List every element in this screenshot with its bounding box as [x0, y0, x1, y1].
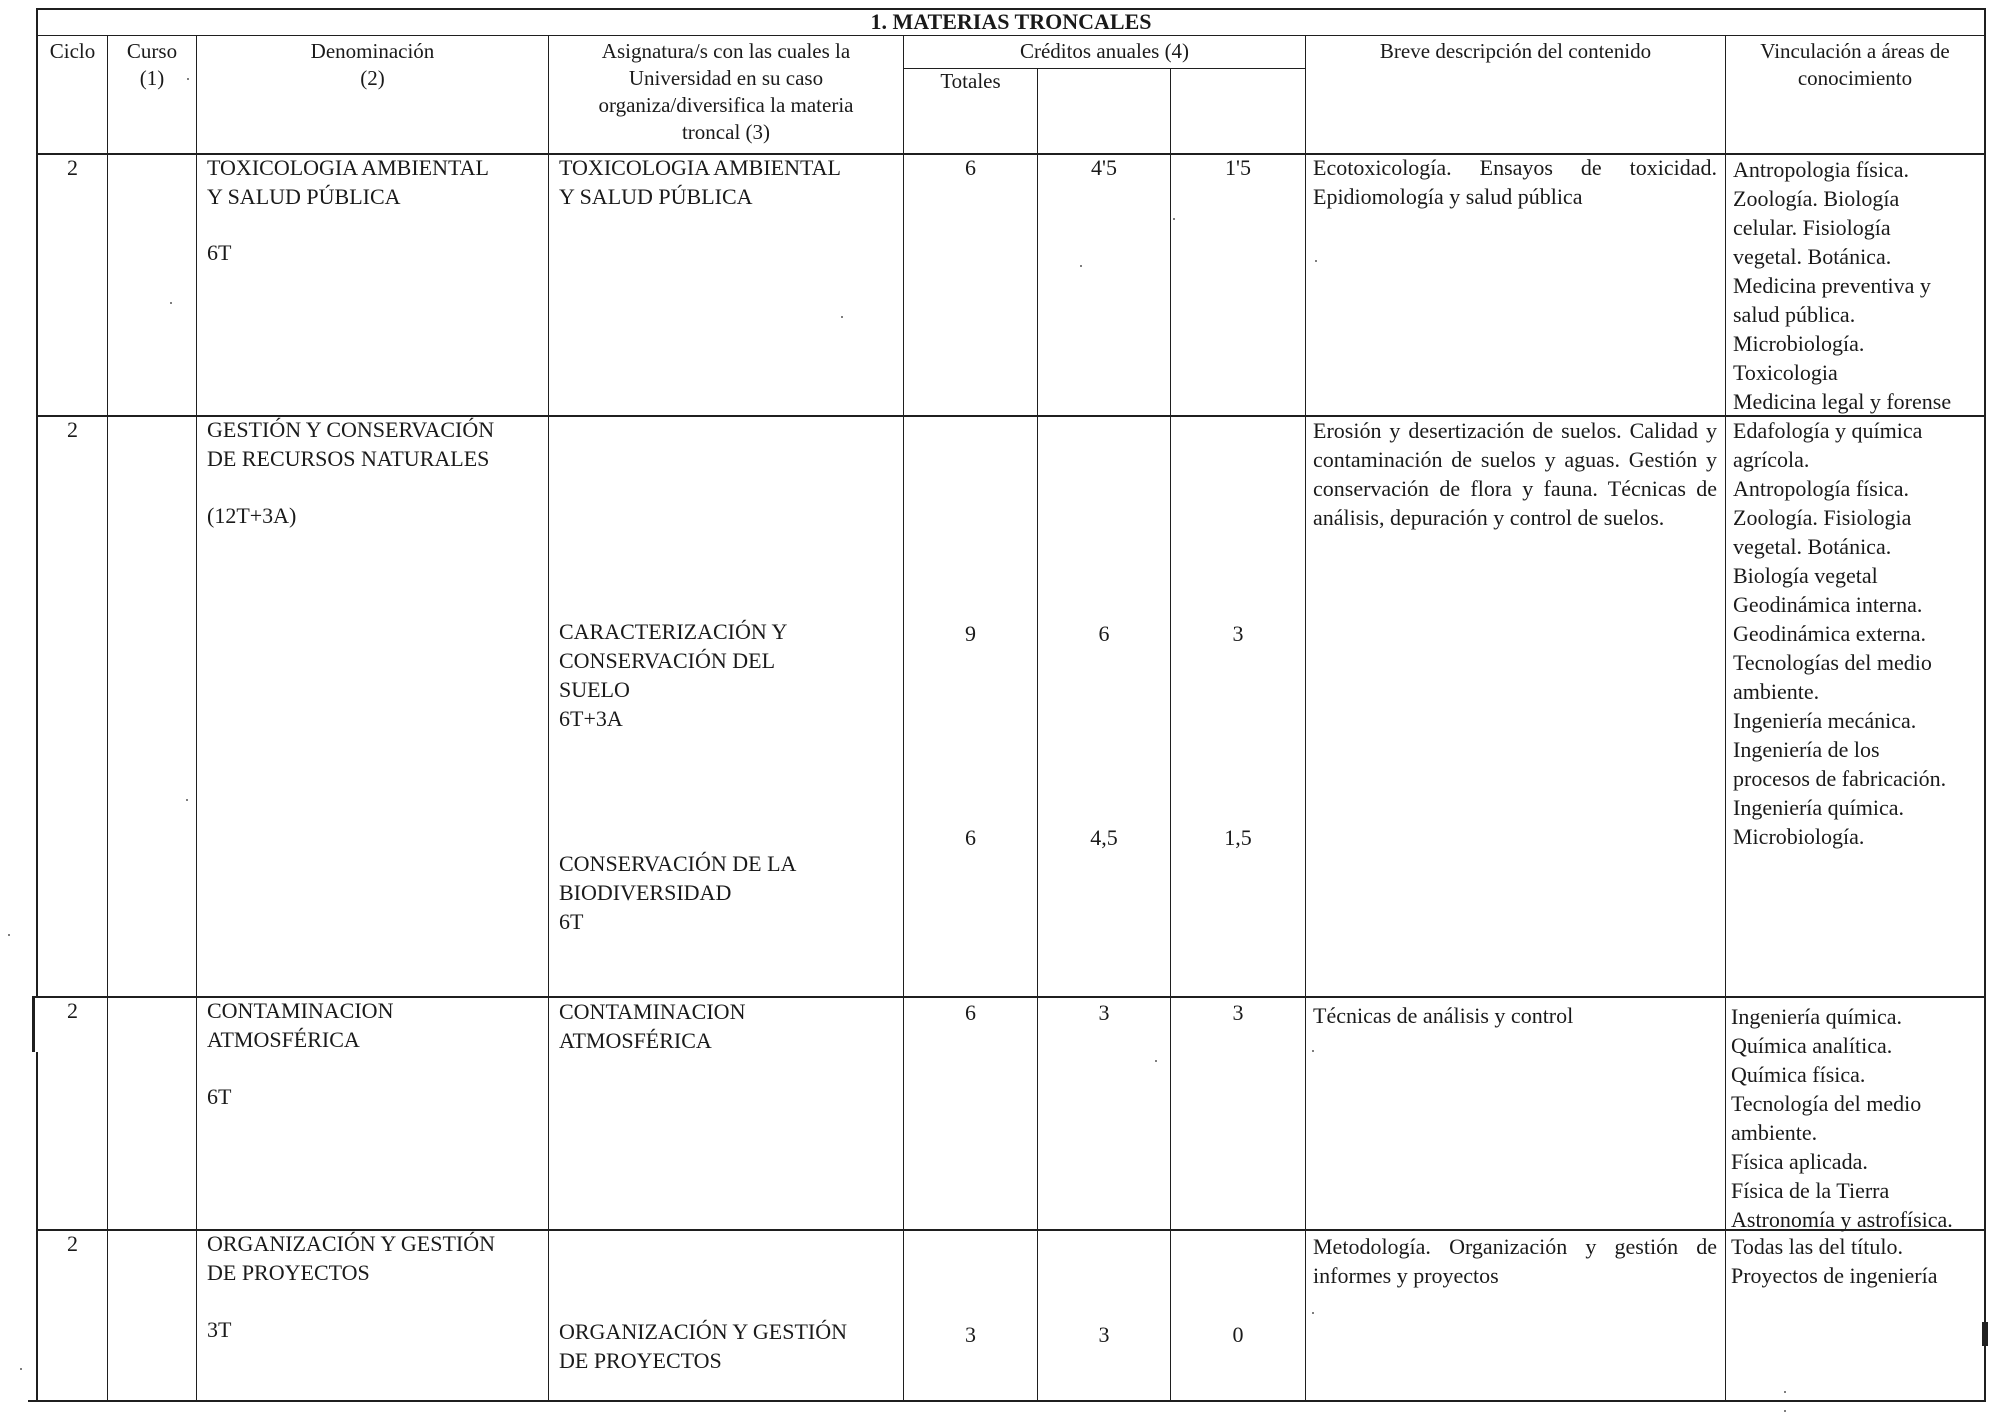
denominacion-line: DE PROYECTOS	[207, 1260, 370, 1285]
row-denominacion-code: 3T	[207, 1317, 232, 1342]
asignatura-line: Y SALUD PÚBLICA	[559, 184, 753, 209]
header-vinculacion-line: Vinculación a áreas de	[1760, 39, 1950, 63]
table-title: 1. MATERIAS TRONCALES	[870, 9, 1152, 34]
area-item: Ingeniería química.	[1731, 1004, 1903, 1029]
area-item: Ingeniería mecánica.	[1733, 708, 1917, 733]
area-item: celular. Fisiología	[1733, 215, 1891, 240]
asignatura-line: CONSERVACIÓN DE LA	[559, 851, 797, 876]
header-vinculacion-line: conocimiento	[1797, 66, 1913, 90]
row-creditos-3: 3	[1232, 621, 1244, 646]
header-descripcion: Breve descripción del contenido	[1379, 39, 1652, 63]
row-denominacion	[207, 153, 489, 211]
area-item: Toxicologia	[1733, 360, 1838, 385]
header-creditos: Créditos anuales (4)	[1019, 39, 1190, 63]
area-item: Zoología. Biología	[1733, 186, 1900, 211]
row-creditos-totales: 9	[965, 621, 976, 646]
area-item: Astronomía y astrofísica.	[1731, 1207, 1953, 1232]
header-asignaturas-line: Asignatura/s con las cuales la	[601, 39, 851, 63]
header-denominacion: Denominación	[310, 39, 435, 63]
area-item: Tecnologías del medio	[1733, 650, 1932, 675]
row-creditos-totales: 3	[965, 1322, 976, 1347]
row-creditos-3: 1,5	[1224, 825, 1252, 850]
header-totales: Totales	[940, 69, 1001, 93]
area-item: Antropologia física.	[1733, 157, 1909, 182]
asignatura-line: SUELO	[559, 677, 630, 702]
row-descripcion: Ecotoxicología. Ensayos de toxicidad. Epidiomología y salud pública	[1313, 155, 1717, 209]
row-asignatura	[559, 617, 787, 733]
row-creditos-2: 4,5	[1090, 825, 1118, 850]
area-item: Química física.	[1731, 1062, 1866, 1087]
row-asignatura	[559, 1317, 847, 1375]
area-item: Todas las del título.	[1731, 1234, 1903, 1259]
row-vinculacion	[1731, 1002, 1953, 1234]
row-denominacion	[207, 996, 393, 1054]
row-descripcion: Técnicas de análisis y control	[1313, 1003, 1574, 1028]
asignatura-line: CONTAMINACION	[559, 999, 746, 1024]
asignatura-line: BIODIVERSIDAD	[559, 880, 732, 905]
header-vinculacion	[1726, 38, 1984, 92]
denominacion-line: ORGANIZACIÓN Y GESTIÓN	[207, 1231, 496, 1256]
row-denominacion-code: 6T	[207, 1084, 232, 1109]
header-asignaturas-line: Universidad en su caso	[628, 66, 824, 90]
row-denominacion-code: 6T	[207, 240, 232, 265]
header-ciclo: Ciclo	[49, 39, 96, 63]
row-descripcion: Metodología. Organización y gestión de informes y proyectos	[1313, 1234, 1717, 1288]
row-ciclo: 2	[67, 1231, 78, 1256]
header-curso-note: (1)	[139, 66, 165, 90]
asignatura-line: CARACTERIZACIÓN Y	[559, 619, 788, 644]
denominacion-line: ATMOSFÉRICA	[207, 1027, 360, 1052]
area-item: Biología vegetal	[1733, 563, 1878, 588]
denominacion-line: CONTAMINACION	[207, 998, 394, 1023]
area-item: procesos de fabricación.	[1733, 766, 1947, 791]
asignatura-line: CONSERVACIÓN DEL	[559, 648, 776, 673]
row-creditos-totales: 6	[965, 1000, 976, 1025]
asignatura-line: DE PROYECTOS	[559, 1348, 722, 1373]
area-item: ambiente.	[1731, 1120, 1818, 1145]
area-item: vegetal. Botánica.	[1733, 534, 1892, 559]
area-item: agrícola.	[1733, 447, 1810, 472]
row-denominacion	[207, 1229, 495, 1287]
area-item: Física aplicada.	[1731, 1149, 1868, 1174]
row-asignatura	[559, 997, 745, 1055]
row-denominacion	[207, 415, 494, 473]
row-creditos-2: 6	[1098, 621, 1110, 646]
area-item: ambiente.	[1733, 679, 1820, 704]
row-asignatura	[559, 849, 796, 936]
row-vinculacion	[1733, 155, 1951, 416]
row-asignatura	[559, 153, 841, 211]
asignatura-line: ORGANIZACIÓN Y GESTIÓN	[559, 1319, 848, 1344]
area-item: Proyectos de ingeniería	[1731, 1263, 1938, 1288]
row-ciclo: 2	[67, 998, 78, 1023]
area-item: Química analítica.	[1731, 1033, 1893, 1058]
header-denominacion-note: (2)	[360, 66, 385, 90]
row-creditos-3: 1'5	[1225, 155, 1251, 180]
row-ciclo: 2	[67, 155, 78, 180]
asignatura-line: ATMOSFÉRICA	[559, 1028, 712, 1053]
area-item: vegetal. Botánica.	[1733, 244, 1892, 269]
header-asignaturas	[549, 38, 903, 146]
row-vinculacion	[1733, 416, 1946, 851]
area-item: Edafología y química	[1733, 418, 1923, 443]
row-descripcion: Erosión y desertización de suelos. Calidad y contaminación de suelos y aguas. Gestión y conservación de flora y fauna. Técnicas de análisis, depuración y control de suelos.	[1313, 418, 1717, 530]
area-item: Zoología. Fisiologia	[1733, 505, 1912, 530]
asignatura-code: 6T+3A	[559, 706, 623, 731]
row-creditos-2: 3	[1098, 1322, 1110, 1347]
row-creditos-totales: 6	[965, 155, 976, 180]
header-curso: Curso	[126, 39, 178, 63]
area-item: Microbiología.	[1733, 331, 1865, 356]
binding-mark	[1982, 1322, 1988, 1346]
row-creditos-3: 3	[1232, 1000, 1244, 1025]
denominacion-line: GESTIÓN Y CONSERVACIÓN	[207, 417, 495, 442]
area-item: Antropología física.	[1733, 476, 1909, 501]
row-creditos-2: 3	[1098, 1000, 1110, 1025]
area-item: Medicina preventiva y	[1733, 273, 1931, 298]
row-creditos-totales: 6	[965, 825, 976, 850]
area-item: Medicina legal y forense	[1733, 389, 1952, 414]
area-item: Geodinámica interna.	[1733, 592, 1923, 617]
row-ciclo: 2	[67, 417, 78, 442]
area-item: Microbiología.	[1733, 824, 1865, 849]
area-item: Física de la Tierra	[1731, 1178, 1890, 1203]
header-asignaturas-line: organiza/diversifica la materia	[598, 93, 854, 117]
area-item: salud pública.	[1733, 302, 1856, 327]
asignatura-line: TOXICOLOGIA AMBIENTAL	[559, 155, 841, 180]
denominacion-line: DE RECURSOS NATURALES	[207, 446, 490, 471]
area-item: Ingeniería de los	[1733, 737, 1880, 762]
header-asignaturas-line: troncal (3)	[681, 120, 771, 144]
row-vinculacion	[1731, 1232, 1938, 1290]
denominacion-line: TOXICOLOGIA AMBIENTAL	[207, 155, 489, 180]
row-creditos-3: 0	[1232, 1322, 1244, 1347]
area-item: Geodinámica externa.	[1733, 621, 1927, 646]
row-denominacion-code: (12T+3A)	[207, 503, 297, 528]
asignatura-code: 6T	[559, 909, 584, 934]
area-item: Ingeniería química.	[1733, 795, 1905, 820]
row-creditos-2: 4'5	[1091, 155, 1117, 180]
denominacion-line: Y SALUD PÚBLICA	[207, 184, 401, 209]
area-item: Tecnología del medio	[1731, 1091, 1922, 1116]
